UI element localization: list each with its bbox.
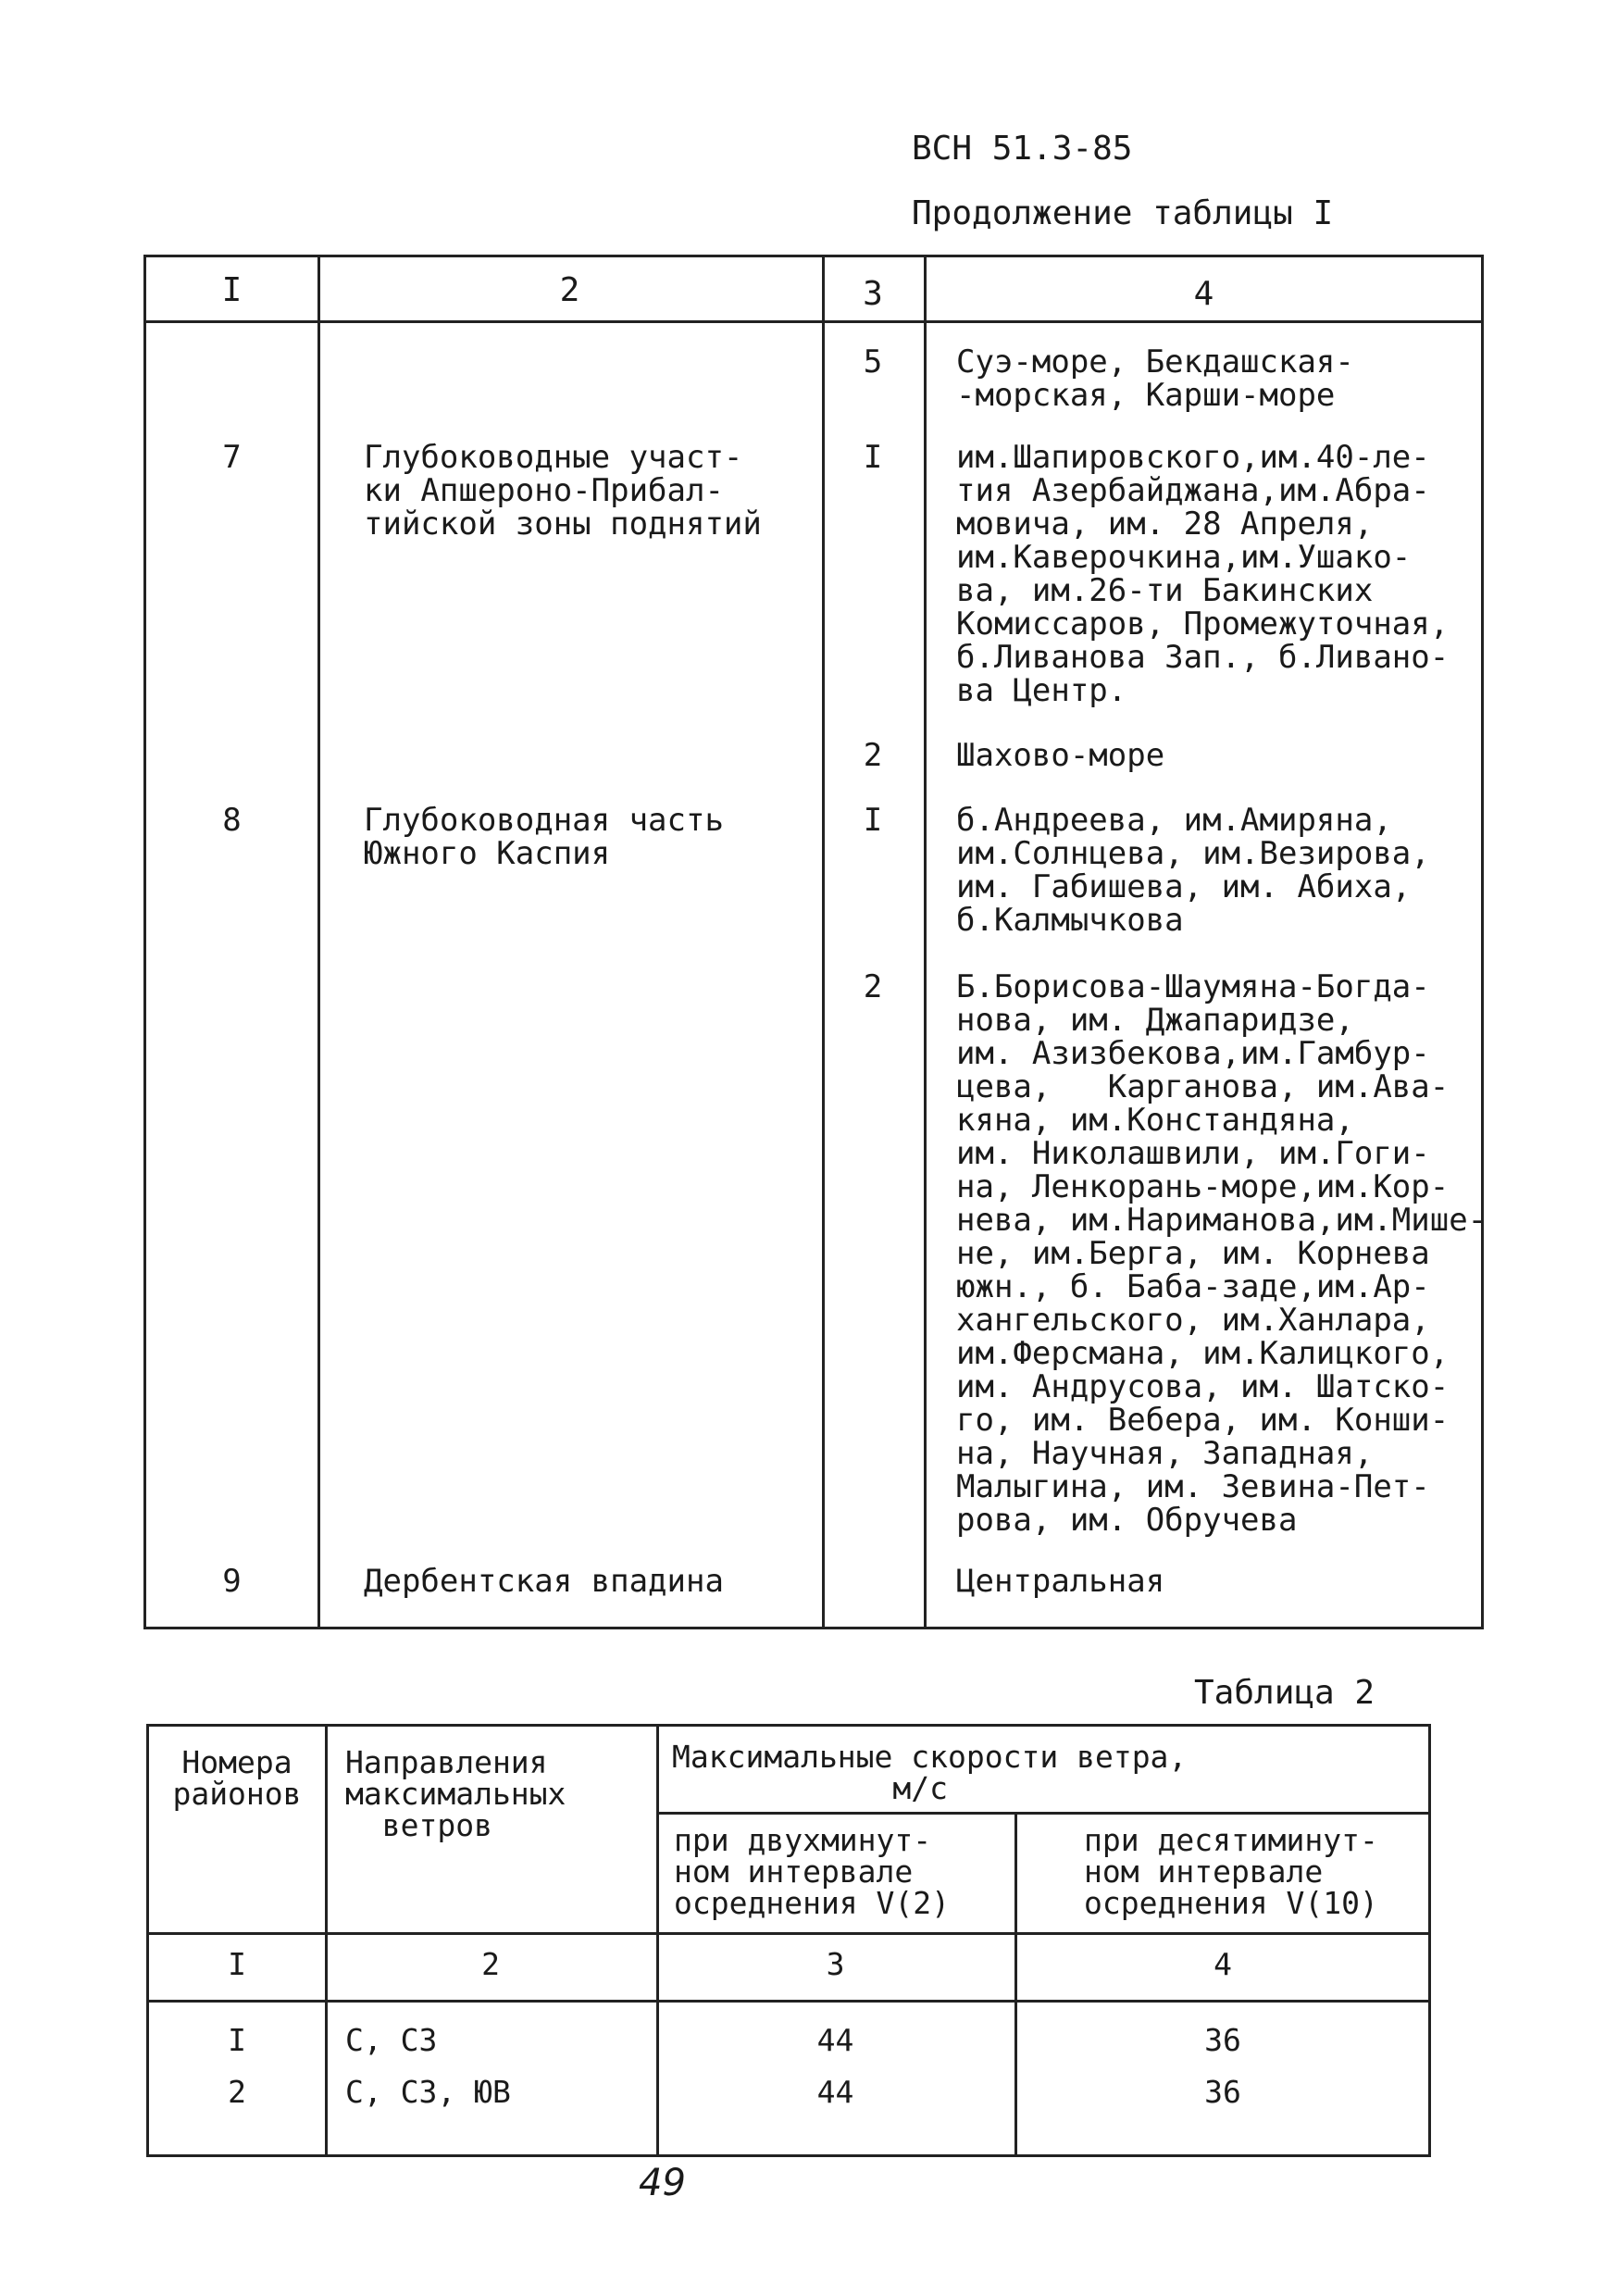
page-number: 49 bbox=[639, 2162, 686, 2204]
table1-subarea: I bbox=[863, 439, 883, 476]
table2-directions: С, СЗ, ЮВ bbox=[345, 2074, 511, 2110]
header-ten-minute-interval: при десятиминут- ном интервале осреднения V(10) bbox=[1084, 1822, 1378, 1921]
table2-col-number: 4 bbox=[1214, 1946, 1232, 1982]
table2-col-number: I bbox=[228, 1946, 246, 1982]
table1-subarea: 2 bbox=[863, 737, 883, 774]
table1-fields: им.Шапировского,им.40-ле- тия Азербайджана,им.Абра- мовича, им. 28 Апреля, им.Каверочкина,им.Ушако- ва, им.26-ти Бакинских Комиссаров, Промежуточная, б.Ливанова Зап., б.Ливано- ва Центр. bbox=[956, 439, 1450, 709]
table1-area-number: 7 bbox=[222, 439, 242, 476]
table1-zone: Глубоководная часть Южного Каспия bbox=[364, 802, 724, 872]
table1-subarea: 5 bbox=[863, 343, 883, 381]
table2-v10: 36 bbox=[1204, 2022, 1241, 2058]
table1-col-header: 2 bbox=[559, 271, 580, 309]
header-max-wind-speed: Максимальные скорости ветра, м/с bbox=[672, 1739, 1188, 1806]
table1-fields: Суэ-море, Бекдашская- -морская, Карши-море bbox=[956, 343, 1354, 414]
table1-subarea: 2 bbox=[863, 968, 883, 1005]
table2-v2: 44 bbox=[816, 2074, 854, 2110]
document-code: ВСН 51.3-85 bbox=[912, 130, 1133, 168]
table2-v10: 36 bbox=[1204, 2074, 1241, 2110]
table1-col-header: 3 bbox=[863, 275, 883, 313]
table1-area-number: 8 bbox=[222, 802, 242, 839]
table1-fields: Шахово-море bbox=[956, 737, 1165, 774]
table1-fields: Б.Борисова-Шаумяна-Богда- нова, им. Джапаридзе, им. Азизбекова,им.Гамбур- цева, Карганова, им.Ава- кяна, им.Констандяна, им. Николашвили, им.Гоги- на, Ленкорань-море,им.Кор- нева, им.Нариманова,им.Мише- не, им.Берга, им. Корнева южн., б. Баба-заде,им.Ар- хангельского, им.Ханлара, им.Ферсмана, им.Калицкого, им. Андрусова, им. Шатско- го, им. Вебера, им. Конши- на, Научная, Западная, Малыгина, им. Зевина-Пет- рова, им. Обручева bbox=[956, 968, 1487, 1539]
table1-fields: Центральная bbox=[956, 1563, 1165, 1600]
table1-col-header: 4 bbox=[1193, 275, 1214, 313]
table1-fields: б.Андреева, им.Амирянa, им.Солнцева, им.Везирова, им. Габишева, им. Абиха, б.Калмычкова bbox=[956, 802, 1430, 939]
header-two-minute-interval: при двухминут- ном интервале осреднения V(2) bbox=[674, 1822, 951, 1921]
table2-col-number: 3 bbox=[826, 1946, 845, 1982]
table-continuation-label: Продолжение таблицы I bbox=[912, 194, 1334, 232]
table2-region: 2 bbox=[228, 2074, 246, 2110]
table2-region: I bbox=[228, 2022, 246, 2058]
table2-v2: 44 bbox=[816, 2022, 854, 2058]
table2-directions: С, СЗ bbox=[345, 2022, 438, 2058]
table1-subarea: I bbox=[863, 802, 883, 839]
table2-col-number: 2 bbox=[481, 1946, 500, 1982]
table-2 bbox=[146, 1724, 1431, 2157]
header-wind-directions: Направления максимальных ветров bbox=[345, 1744, 566, 1843]
header-region-numbers: Номера районов bbox=[172, 1744, 302, 1812]
table1-area-number: 9 bbox=[222, 1563, 242, 1600]
table-1 bbox=[143, 255, 1487, 1629]
table1-zone: Дербентская впадина bbox=[364, 1563, 724, 1600]
table1-col-header: I bbox=[221, 271, 243, 309]
table2-title: Таблица 2 bbox=[1194, 1674, 1375, 1712]
table1-zone: Глубоководные участ- ки Апшероно-Прибал- тийской зоны поднятий bbox=[364, 439, 762, 543]
